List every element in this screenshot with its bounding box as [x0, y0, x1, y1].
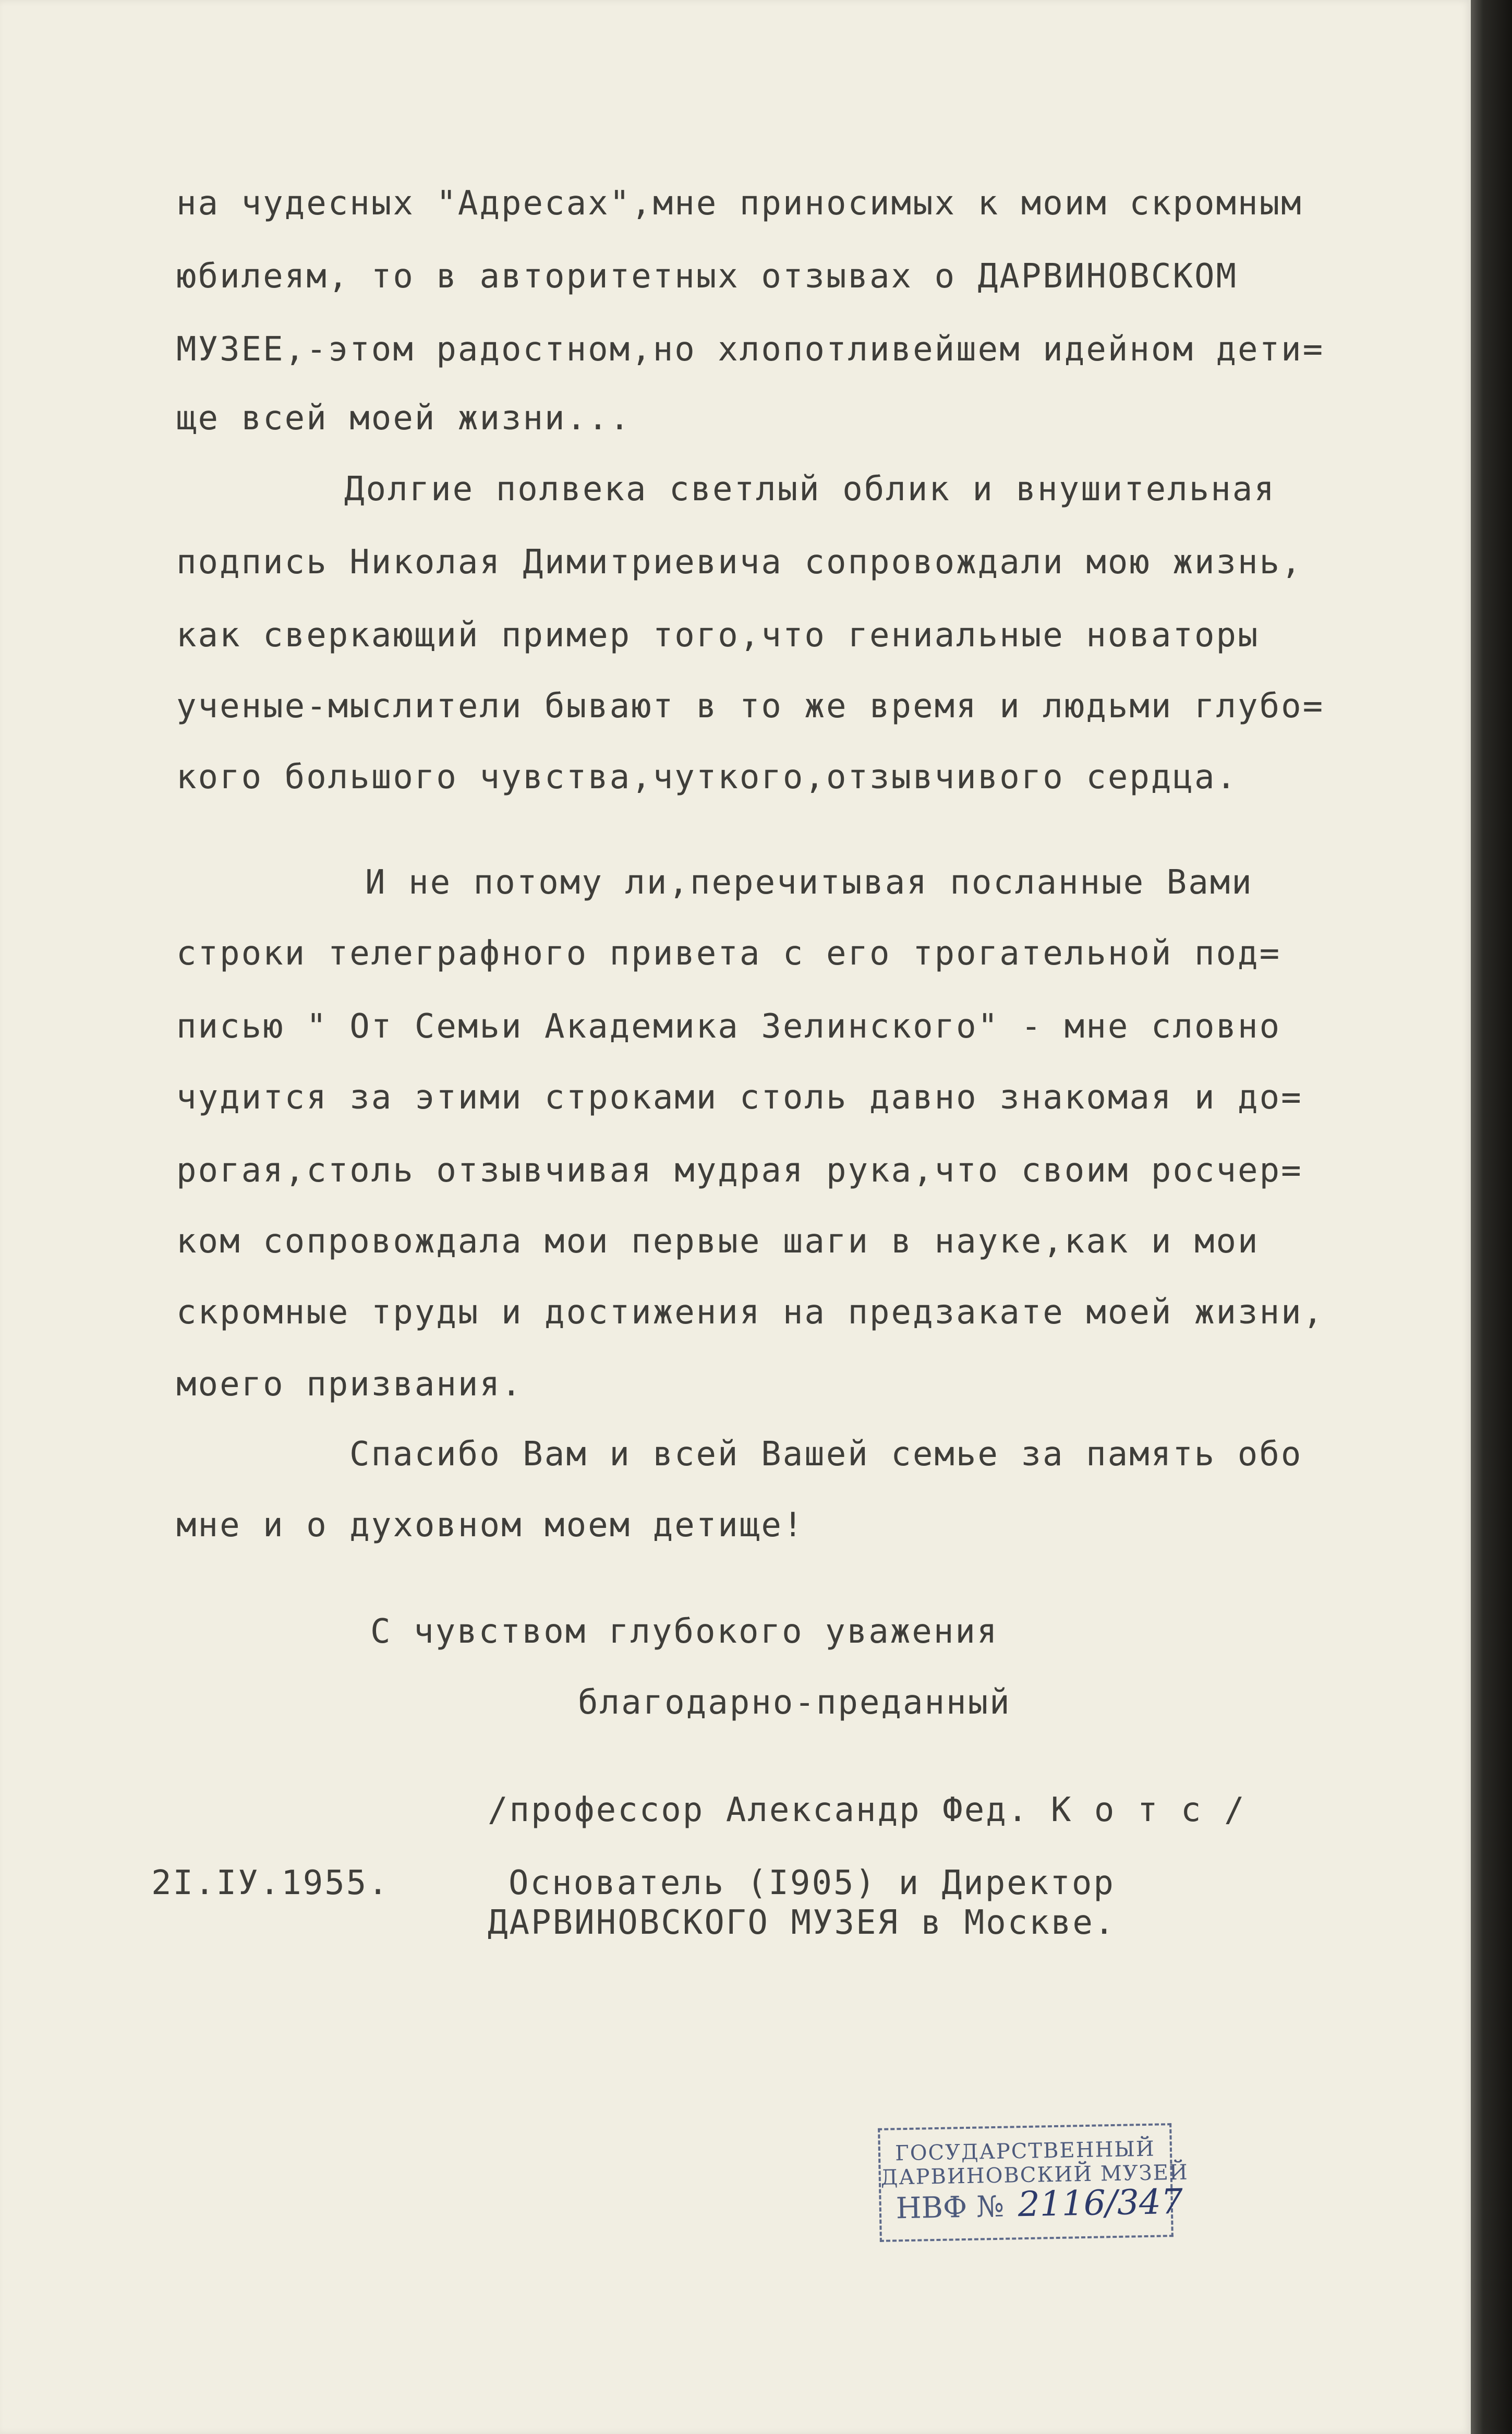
- author-title-line-1: Основатель (I905) и Директор: [509, 1864, 1115, 1902]
- letter-line-19: мне и о духовном моем детище!: [176, 1506, 805, 1545]
- letter-line-15: ком сопровождала мои первые шаги в науке,как и мои: [176, 1222, 1260, 1261]
- letter-line-9: кого большого чувства,чуткого,отзывчивого сердца.: [176, 758, 1238, 797]
- letter-line-18: Спасибо Вам и всей Вашей семье за память обо: [349, 1435, 1303, 1474]
- letter-line-10: И не потому ли,перечитывая посланные Вами: [365, 863, 1253, 902]
- letter-line-17: моего призвания.: [176, 1365, 523, 1404]
- letter-line-4: ще всей моей жизни...: [176, 399, 632, 438]
- letter-line-2: юбилеям, то в авторитетных отзывах о ДАРВИНОВСКОМ: [176, 257, 1238, 296]
- letter-line-11: строки телеграфного привета с его трогательной под=: [176, 934, 1281, 973]
- stamp-line-3: НВФ №: [896, 2189, 1005, 2226]
- letter-line-13: чудится за этими строками столь давно знакомая и до=: [176, 1078, 1303, 1117]
- letter-line-1: на чудесных "Адресах",мне приносимых к моим скромным: [176, 184, 1303, 223]
- scan-edge: [1471, 0, 1512, 2434]
- letter-line-7: как сверкающий пример того,что гениальные новаторы: [176, 616, 1260, 655]
- letter-line-5: Долгие полвека светлый облик и внушительная: [344, 470, 1276, 509]
- closing-devoted: благодарно-преданный: [578, 1683, 1011, 1722]
- letter-line-16: скромные труды и достижения на предзакате моей жизни,: [176, 1293, 1325, 1332]
- stamp-line-2: ДАРВИНОВСКИЙ МУЗЕЙ: [880, 2160, 1189, 2190]
- letter-date: 2I.IУ.1955.: [151, 1864, 390, 1902]
- stamp-inventory-number: 2116/347: [1018, 2181, 1183, 2225]
- letter-line-3: МУЗЕЕ,-этом радостном,но хлопотливейшем идейном дети=: [176, 330, 1325, 369]
- letter-line-8: ученые-мыслители бывают в то же время и людьми глубо=: [176, 687, 1325, 726]
- signature-line: /профессор Александр Фед. К о т с /: [488, 1791, 1246, 1829]
- letter-line-6: подпись Николая Димитриевича сопровождали мою жизнь,: [176, 543, 1303, 582]
- closing-regards: С чувством глубокого уважения: [370, 1612, 999, 1651]
- archive-stamp: [878, 2123, 1189, 2242]
- stamp-line-1: ГОСУДАРСТВЕННЫЙ: [894, 2137, 1156, 2166]
- letter-line-14: рогая,столь отзывчивая мудрая рука,что своим росчер=: [176, 1151, 1303, 1190]
- author-title-line-2: ДАРВИНОВСКОГО МУЗЕЯ в Москве.: [488, 1903, 1116, 1942]
- letter-line-12: писью " От Семьи Академика Зелинского" - мне словно: [176, 1007, 1281, 1046]
